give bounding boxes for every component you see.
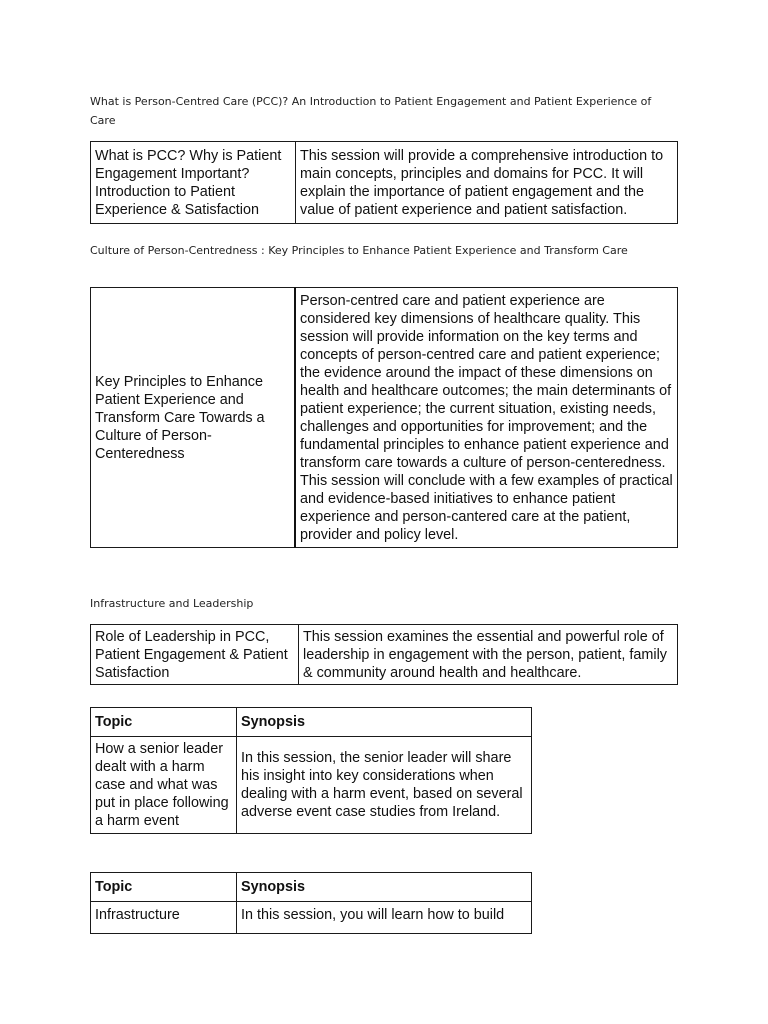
topic-header: Topic [91, 873, 237, 902]
synopsis-cell: This session examines the essential and powerful role of leadership in engagement with the person, patient, family & community around health and healthcare. [299, 625, 678, 685]
topic-cell: Key Principles to Enhance Patient Experience and Transform Care Towards a Culture of Person-Centeredness [91, 288, 296, 548]
table-row [91, 625, 678, 685]
topic-cell: Infrastructure [91, 902, 237, 934]
synopsis-header: Synopsis [237, 708, 532, 737]
topic-header: Topic [91, 708, 237, 737]
synopsis-cell: This session will provide a comprehensive introduction to main concepts, principles and domains for PCC. It will explain the importance of patient engagement and the value of patient experience and patient satisfaction. [296, 142, 678, 224]
topic-cell: How a senior leader dealt with a harm case and what was put in place following a harm event [91, 737, 237, 834]
synopsis-cell: In this session, you will learn how to build [237, 902, 532, 934]
section-heading-culture: Culture of Person-Centredness : Key Principles to Enhance Patient Experience and Transform Care [90, 244, 628, 257]
synopsis-cell: Person-centred care and patient experience are considered key dimensions of healthcare quality. This session will provide information on the key terms and concepts of person-centred care and patient experience; the evidence around the impact of these dimensions on health and healthcare outcomes; the main determinants of patient experience; the current situation, existing needs, challenges and opportunities for improvement; and the fundamental principles to enhance patient experience and transform care towards a culture of person-centeredness. This session will conclude with a few examples of practical and evidence-based initiatives to enhance patient experience and person-cantered care at the patient, provider and policy level. [295, 288, 678, 548]
session-table-culture [90, 287, 678, 548]
table-row [91, 288, 678, 548]
session-table-leadership [90, 624, 678, 685]
synopsis-header: Synopsis [237, 873, 532, 902]
topic-cell: Role of Leadership in PCC, Patient Engagement & Patient Satisfaction [91, 625, 299, 685]
table-row [91, 142, 678, 224]
session-table-harm-event [90, 707, 532, 834]
table-header-row [91, 873, 532, 902]
section-heading-pcc-intro: What is Person-Centred Care (PCC)? An Introduction to Patient Engagement and Patient Experience of Care [90, 95, 652, 127]
section-heading-infrastructure-leadership: Infrastructure and Leadership [90, 597, 254, 610]
table-header-row [91, 708, 532, 737]
session-table-infrastructure [90, 872, 532, 934]
table-row [91, 737, 532, 834]
session-table-pcc-intro [90, 141, 678, 224]
table-row [91, 902, 532, 934]
topic-cell: What is PCC? Why is Patient Engagement Important? Introduction to Patient Experience & Satisfaction [91, 142, 296, 224]
synopsis-cell: In this session, the senior leader will share his insight into key considerations when dealing with a harm event, based on several adverse event case studies from Ireland. [237, 737, 532, 834]
